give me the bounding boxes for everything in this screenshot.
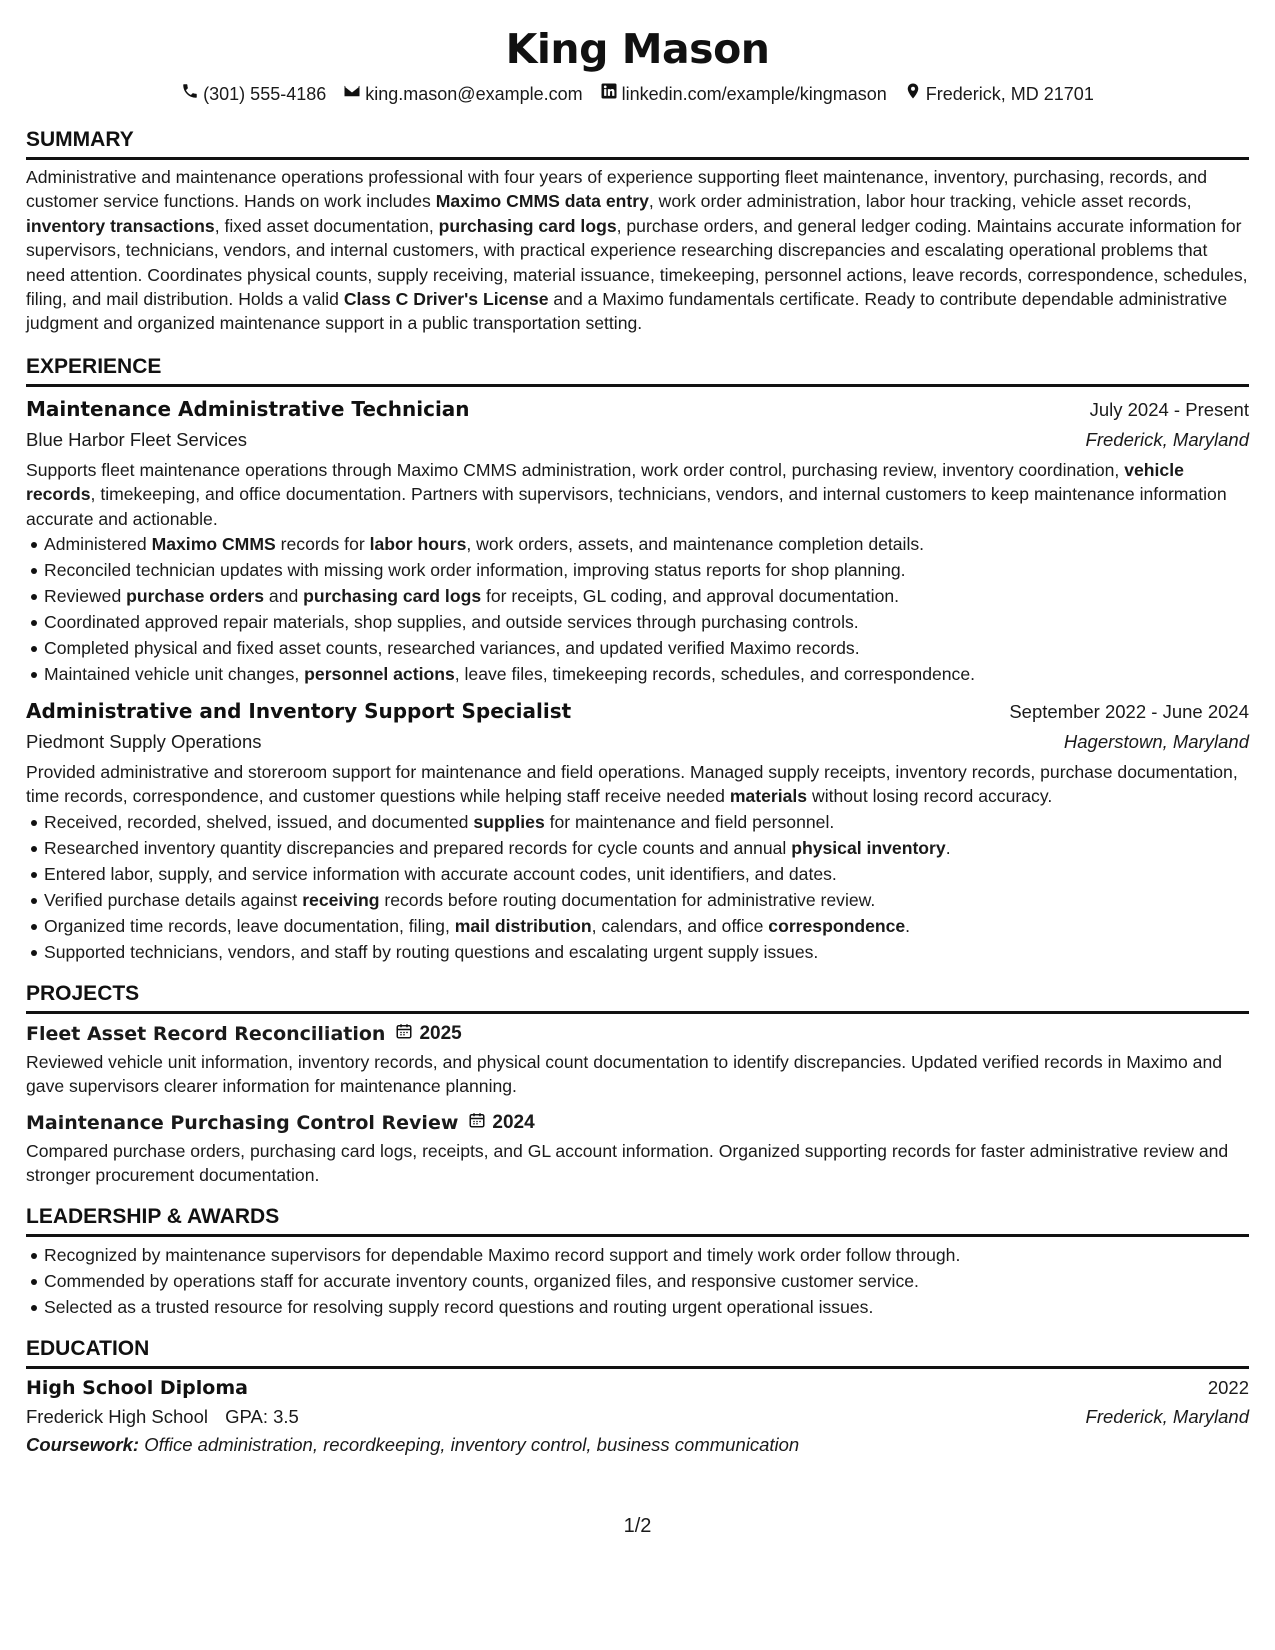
text-run: for maintenance and field personnel. — [544, 811, 835, 832]
bullet-item — [26, 661, 1249, 687]
education-heading: EDUCATION — [26, 1336, 1249, 1369]
graduation-year: 2022 — [1207, 1376, 1249, 1398]
bold-keyword: vehicle records — [26, 459, 1184, 505]
job-location: Hagerstown, Maryland — [1063, 731, 1249, 753]
text-run: . — [945, 837, 951, 858]
bold-keyword: purchasing card logs — [438, 215, 617, 236]
bold-keyword: mail distribution — [454, 915, 592, 936]
coursework-label: Coursework: — [26, 1433, 140, 1455]
text-run: Completed physical and fixed asset counts, researched variances, and updated verified Maximo records. — [44, 638, 860, 659]
bold-keyword: receiving — [302, 889, 380, 910]
job-bullets — [26, 809, 1249, 965]
summary-section — [26, 127, 1249, 336]
candidate-name: King Mason — [505, 25, 770, 73]
resume-page — [26, 0, 1249, 1459]
leadership-heading: LEADERSHIP & AWARDS — [26, 1204, 1249, 1237]
job-dates: September 2022 - June 2024 — [1009, 701, 1249, 723]
bold-keyword: purchase orders — [126, 586, 265, 607]
leadership-section — [26, 1204, 1249, 1320]
job-location: Frederick, Maryland — [1085, 428, 1249, 450]
text-run: records for — [275, 534, 370, 555]
bold-keyword: Maximo CMMS — [151, 534, 276, 555]
text-run: Verified purchase details against — [44, 889, 303, 910]
bullet-item — [26, 609, 1249, 635]
contact-location — [904, 82, 1094, 105]
projects-section — [26, 981, 1249, 1188]
list-item: Recognized by maintenance supervisors for dependable Maximo record support and timely work order follow through. — [26, 1242, 1249, 1268]
contact-linkedin[interactable] — [600, 82, 887, 105]
projects-heading: PROJECTS — [26, 981, 1249, 1014]
project-description: Compared purchase orders, purchasing card logs, receipts, and GL account information. Organized supporting records for faster administrative review and stronger procurement documentation. — [26, 1140, 1229, 1186]
text-run: , purchase orders, and general ledger coding. Maintains accurate information for supervisors, technicians, vendors, and internal customers, with practical experience researching discrepancies and escalating operational problems that need attention. Coordinates physical counts, supply receiving, material issuance, timekeeping, personnel actions, leave records, correspondence, schedules, filing, and mail distribution. Holds a valid — [26, 215, 1248, 310]
text-run: Researched inventory quantity discrepancies and prepared records for cycle counts and annual — [44, 837, 792, 858]
list-item: Selected as a trusted resource for resolving supply record questions and routing urgent operational issues. — [26, 1294, 1249, 1320]
text-run: Supports fleet maintenance operations through Maximo CMMS administration, work order control, purchasing review, inventory coordination, — [26, 459, 1125, 480]
experience-section — [26, 354, 1249, 965]
summary-heading: SUMMARY — [26, 127, 1249, 160]
bold-keyword: Maximo CMMS data entry — [435, 191, 649, 212]
text-run: Administrative and maintenance operations professional with four years of experience supporting fleet maintenance, inventory, purchasing, records, and customer service functions. Hands on work includes — [26, 167, 1208, 212]
contact-bar — [26, 82, 1249, 105]
bullet-item — [26, 887, 1249, 913]
bold-keyword: supplies — [473, 811, 545, 832]
project-description: Reviewed vehicle unit information, inventory records, and physical count documentation to identify discrepancies. Updated verified records in Maximo and gave supervisors clearer information for maintenance planning. — [26, 1051, 1223, 1097]
text-run: and — [264, 586, 304, 607]
school-name: Frederick High School — [26, 1405, 208, 1427]
summary-text — [26, 165, 1249, 336]
bold-keyword: Class C Driver's License — [343, 289, 549, 310]
contact-email[interactable] — [343, 82, 582, 105]
bold-keyword: personnel actions — [304, 664, 455, 685]
project-year: 2024 — [492, 1111, 535, 1133]
linkedin-icon — [600, 82, 618, 105]
phone-text: (301) 555-4186 — [203, 83, 327, 104]
bullet-item — [26, 913, 1249, 939]
contact-phone[interactable] — [181, 82, 326, 105]
email-text: king.mason@example.com — [365, 83, 583, 104]
text-run: , work order administration, labor hour tracking, vehicle asset records, — [648, 191, 1192, 212]
text-run: Reviewed — [44, 586, 127, 607]
page-number: 1/2 — [623, 1515, 652, 1537]
job-entry — [26, 394, 1249, 687]
bullet-item — [26, 939, 1249, 965]
text-run: Organized time records, leave documentation, filing, — [44, 915, 455, 936]
text-run: Provided administrative and storeroom support for maintenance and field operations. Managed supply receipts, inventory records, purchase documentation, time records, correspondence, and customer questions while helping staff receive needed — [26, 762, 1238, 807]
job-title: Maintenance Administrative Technician — [26, 396, 470, 421]
text-run: , leave files, timekeeping records, schedules, and correspondence. — [454, 664, 976, 685]
text-run: Reconciled technician updates with missing work order information, improving status reports for shop planning. — [44, 560, 906, 581]
job-company: Piedmont Supply Operations — [26, 731, 262, 753]
list-item: Commended by operations staff for accurate inventory counts, organized files, and responsive customer service. — [26, 1268, 1249, 1294]
leadership-list — [26, 1242, 1249, 1320]
text-run: for receipts, GL coding, and approval documentation. — [481, 586, 900, 607]
bullet-item — [26, 583, 1249, 609]
bullet-item — [26, 809, 1249, 835]
job-summary — [26, 760, 1249, 809]
calendar-icon — [468, 1111, 486, 1135]
bold-keyword: correspondence — [768, 915, 906, 936]
school-location: Frederick, Maryland — [1085, 1405, 1249, 1427]
job-summary — [26, 458, 1249, 531]
experience-heading: EXPERIENCE — [26, 354, 1249, 387]
linkedin-text: linkedin.com/example/kingmason — [621, 83, 887, 104]
text-run: Maintained vehicle unit changes, — [44, 664, 305, 685]
bullet-item — [26, 531, 1249, 557]
education-entry — [26, 1373, 1249, 1459]
project-year: 2025 — [419, 1022, 462, 1044]
text-run: Received, recorded, shelved, issued, and documented — [44, 811, 474, 832]
calendar-icon — [395, 1022, 413, 1046]
bullet-item — [26, 557, 1249, 583]
project-entry — [26, 1020, 1249, 1099]
text-run: , work orders, assets, and maintenance completion details. — [466, 534, 925, 555]
job-dates: July 2024 - Present — [1089, 398, 1249, 420]
bold-keyword: purchasing card logs — [303, 586, 482, 607]
bullet-item — [26, 861, 1249, 887]
education-section — [26, 1336, 1249, 1459]
text-run: , calendars, and office — [591, 915, 769, 936]
text-run: . — [905, 915, 911, 936]
text-run: records before routing documentation for administrative review. — [379, 889, 876, 910]
job-company: Blue Harbor Fleet Services — [26, 428, 248, 450]
location-text: Frederick, MD 21701 — [925, 83, 1094, 104]
text-run: Administered — [44, 534, 152, 555]
text-run: Supported technicians, vendors, and staff by routing questions and escalating urgent supply issues. — [44, 941, 819, 962]
gpa: GPA: 3.5 — [225, 1405, 299, 1427]
text-run: , timekeeping, and office documentation. Partners with supervisors, technicians, vendors, and internal customers to keep maintenance information accurate and actionable. — [26, 484, 1227, 529]
job-title: Administrative and Inventory Support Specialist — [26, 699, 572, 724]
coursework-text: Office administration, recordkeeping, inventory control, business communication — [139, 1433, 800, 1455]
text-run: Coordinated approved repair materials, shop supplies, and outside services through purchasing controls. — [44, 612, 859, 633]
bullet-item — [26, 635, 1249, 661]
phone-icon — [181, 82, 199, 105]
coursework — [26, 1431, 1249, 1459]
text-run: and a Maximo fundamentals certificate. Ready to contribute dependable administrative judgment and organized maintenance support in a public transportation setting. — [26, 289, 1228, 334]
job-entry — [26, 696, 1249, 965]
bold-keyword: inventory transactions — [26, 215, 215, 236]
project-entry — [26, 1109, 1249, 1188]
text-run: without losing record accuracy. — [807, 786, 1053, 807]
envelope-icon — [343, 82, 361, 105]
bold-keyword: physical inventory — [791, 837, 946, 858]
bold-keyword: labor hours — [369, 534, 467, 555]
bullet-item — [26, 835, 1249, 861]
project-title: Fleet Asset Record Reconciliation — [26, 1022, 386, 1045]
text-run: , fixed asset documentation, — [214, 215, 439, 236]
job-bullets — [26, 531, 1249, 687]
degree: High School Diploma — [26, 1376, 248, 1399]
project-title: Maintenance Purchasing Control Review — [26, 1111, 459, 1134]
text-run: Entered labor, supply, and service information with accurate account codes, unit identifiers, and dates. — [44, 863, 837, 884]
bold-keyword: materials — [729, 786, 808, 807]
map-pin-icon — [904, 82, 922, 105]
